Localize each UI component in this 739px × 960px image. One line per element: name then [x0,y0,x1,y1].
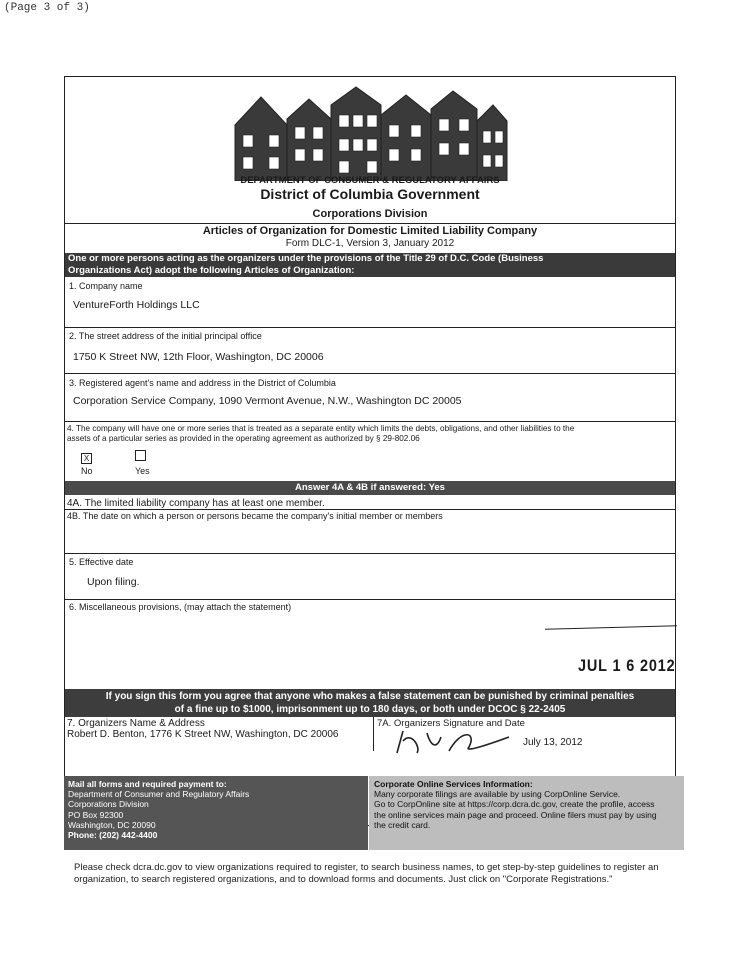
divider [65,599,675,600]
received-date-stamp: JUL 1 6 2012 [578,656,676,675]
series-yes-option[interactable] [135,448,150,476]
mail-line: Phone: (202) 442-4400 [68,830,158,841]
handwritten-signature [391,727,521,755]
mail-line: Mail all forms and required payment to: [68,779,227,789]
divider [65,509,675,510]
intro-line-1: One or more persons acting as the organizers under the provisions of the Title 29 of D.C. Code (Business [68,253,544,264]
mail-line: Corporations Division [68,799,149,810]
street-address-label: 2. The street address of the initial principal office [69,331,262,341]
series-yes-label: Yes [135,466,150,476]
footer-note [74,862,694,886]
series-no-label: No [81,466,93,476]
misc-provisions-label: 6. Miscellaneous provisions, (may attach the statement) [69,602,292,612]
series-no-checkbox[interactable]: X [81,453,92,464]
online-services-line: the online services main page and proceed. Online filers must pay by using [374,809,657,820]
mail-line: PO Box 92300 [68,809,124,820]
online-services-box [369,776,684,850]
series-question [67,424,673,444]
answer-4a-4b-bar: Answer 4A & 4B if answered: Yes [65,481,675,495]
organizers-label: 7. Organizers Name & Address [67,718,205,729]
warning-line-2: of a fine up to $1000, imprisonment up to 180 days, or both under DCOC § 22-2405 [174,704,566,715]
registered-agent-value: Corporation Service Company, 1090 Vermont Avenue, N.W., Washington DC 20005 [73,395,462,407]
company-name-value: VentureForth Holdings LLC [73,299,200,311]
divider [65,327,675,328]
company-name-label: 1. Company name [69,281,143,291]
street-address-value: 1750 K Street NW, 12th Floor, Washington, DC 20006 [73,351,324,363]
division-name: Corporations Division [312,208,428,220]
organizers-value: Robert D. Benton, 1776 K Street NW, Washington, DC 20006 [67,729,339,740]
form-version: Form DLC-1, Version 3, January 2012 [285,238,455,249]
government-name: District of Columbia Government [260,186,480,202]
intro-line-2: Organizations Act) adopt the following Articles of Organization: [68,265,355,276]
divider [65,373,675,374]
series-question-line-1: 4. The company will have one or more series that is treated as a separate entity which limits the debts, obligations, and other liabilities to the [67,424,575,433]
page-number-header: (Page 3 of 3) [4,2,90,14]
divider [65,553,675,554]
false-statement-warning [65,689,675,717]
online-services-line: the credit card. [374,819,431,830]
divider [65,223,675,224]
effective-date-value: Upon filing. [87,576,140,588]
series-yes-checkbox[interactable] [135,450,146,461]
online-services-title: Corporate Online Services Information: [374,779,533,789]
intro-banner [65,253,675,277]
signature-date: July 13, 2012 [523,737,583,748]
divider [65,421,675,422]
form-title: Articles of Organization for Domestic Limited Liability Company [202,225,538,237]
registered-agent-label: 3. Registered agent's name and address in the District of Columbia [69,378,336,388]
mail-line: Department of Consumer and Regulatory Affairs [68,789,250,800]
warning-line-1: If you sign this form you agree that anyone who makes a false statement can be punished by criminal penalties [105,691,635,702]
signature-label: 7A. Organizers Signature and Date [377,718,525,729]
footer-line-1: Please check dcra.dc.gov to view organizations required to register, to search business names, to get step-by-step guidelines to register an [74,862,659,873]
handwritten-line [545,625,677,629]
online-services-line: Go to CorpOnline site at https://corp.dcra.dc.gov, create the profile, access [374,799,655,810]
articles-of-organization-form [64,76,676,826]
series-question-line-2: assets of a particular series as provided in the operating agreement as authorized by § 29-802.06 [67,434,420,443]
footer-line-2: organization, to search registered organizations, and to download forms and documents. Just click on "Corporate Registrations." [74,874,613,885]
effective-date-label: 5. Effective date [69,557,134,567]
divider [373,717,374,751]
dcra-building-logo [231,85,511,181]
item-4b: 4B. The date on which a person or persons became the company's initial member or members [67,511,443,521]
mailing-instructions-box [64,776,368,850]
department-name: DEPARTMENT OF CONSUMER & REGULATORY AFFAIRS [240,175,500,186]
item-4a: 4A. The limited liability company has at least one member. [67,498,325,509]
online-services-line: Many corporate filings are available by using CorpOnline Service. [374,789,621,800]
series-no-option[interactable] [81,448,93,476]
mail-line: Washington, DC 20090 [68,819,156,830]
